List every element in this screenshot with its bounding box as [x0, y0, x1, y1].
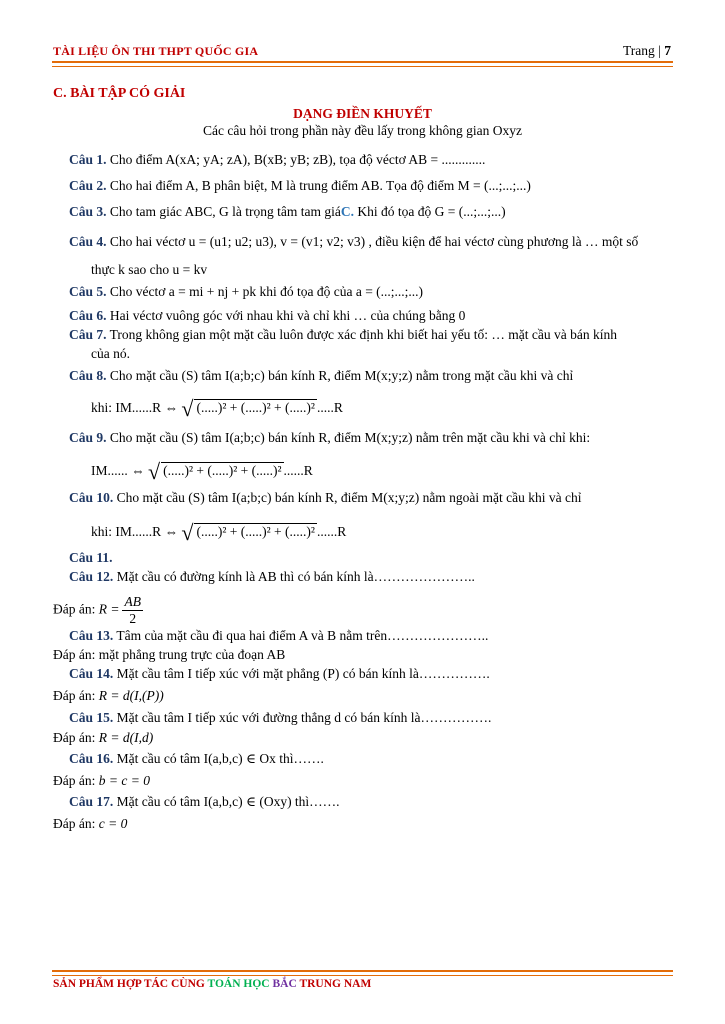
question-4: Câu 4. Cho hai véctơ u = (u1; u2; u3), v = (v1; v2; v3) , điều kiện để hai véctơ cùng phương là … một số: [69, 234, 639, 249]
answer-15: Đáp án: R = d(I,d): [53, 730, 154, 745]
question-7-cont: của nó.: [91, 346, 130, 361]
question-8: Câu 8. Cho mặt cầu (S) tâm I(a;b;c) bán kính R, điểm M(x;y;z) nằm trong mặt cầu khi và chỉ: [69, 368, 574, 383]
question-7: Câu 7. Trong không gian một mặt cầu luôn được xác định khi biết hai yếu tố: … mặt cầu và bán kính: [69, 327, 618, 342]
header-rule-thick: [52, 61, 673, 63]
answer-17: Đáp án: c = 0: [53, 816, 128, 831]
question-17: Câu 17. Mặt cầu có tâm I(a,b,c) ∈ (Oxy) thì…….: [69, 794, 340, 809]
subsection-title: DẠNG ĐIỀN KHUYẾT: [293, 106, 432, 121]
footer-rule-thick: [52, 970, 673, 972]
question-10-formula: khi: IM......R ⇔ √ (.....)² + (.....)² + (.....)² ......R: [91, 520, 347, 545]
footer-rule-thin: [52, 975, 673, 976]
question-10: Câu 10. Cho mặt cầu (S) tâm I(a;b;c) bán kính R, điểm M(x;y;z) nằm ngoài mặt cầu khi và chỉ: [69, 490, 582, 505]
answer-14: Đáp án: R = d(I,(P)): [53, 688, 164, 703]
question-8-formula: khi: IM......R ⇔ √ (.....)² + (.....)² + (.....)² .....R: [91, 396, 343, 421]
answer-13: Đáp án: mặt phẳng trung trực của đoạn AB: [53, 647, 286, 662]
question-14: Câu 14. Mặt cầu tâm I tiếp xúc với mặt phẳng (P) có bán kính là…………….: [69, 666, 490, 681]
question-9: Câu 9. Cho mặt cầu (S) tâm I(a;b;c) bán kính R, điểm M(x;y;z) nằm trên mặt cầu khi và chỉ khi:: [69, 430, 591, 445]
footer-text: SẢN PHẨM HỢP TÁC CÙNG TOÁN HỌC BẮC TRUNG NAM: [53, 978, 372, 990]
question-3: Câu 3. Cho tam giác ABC, G là trọng tâm tam giáC. Khi đó tọa độ G = (...;...;...): [69, 204, 506, 219]
answer-12: Đáp án: R = $\frac{AB}{2}$: [53, 594, 141, 626]
question-5: Câu 5. Cho véctơ a = mi + nj + pk khi đó tọa độ của a = (...;...;...): [69, 284, 424, 299]
question-12: Câu 12. Mặt cầu có đường kính là AB thì có bán kính là…………………..: [69, 569, 475, 584]
question-13: Câu 13. Tâm của mặt cầu đi qua hai điểm A và B nằm trên…………………..: [69, 628, 489, 643]
intro-text: Các câu hỏi trong phần này đều lấy trong không gian Oxyz: [202, 123, 523, 138]
section-title: C. BÀI TẬP CÓ GIẢI: [53, 86, 186, 101]
question-11: Câu 11.: [69, 550, 113, 565]
page-number: Trang | 7: [623, 43, 671, 58]
answer-16: Đáp án: b = c = 0: [53, 773, 150, 788]
question-4-cont: thực k sao cho u = kv: [91, 262, 208, 277]
question-16: Câu 16. Mặt cầu có tâm I(a,b,c) ∈ Ox thì…….: [69, 751, 324, 766]
question-15: Câu 15. Mặt cầu tâm I tiếp xúc với đường thẳng d có bán kính là…………….: [69, 710, 492, 725]
question-2: Câu 2. Cho hai điểm A, B phân biệt, M là trung điểm AB. Tọa độ điểm M = (...;...;...): [69, 178, 531, 193]
question-1: Câu 1. Cho điểm A(xA; yA; zA), B(xB; yB; zB), tọa độ véctơ AB = .............: [69, 152, 486, 167]
question-9-formula: IM...... ⇔ √ (.....)² + (.....)² + (.....)² ......R: [91, 459, 313, 484]
header-rule-thin: [52, 66, 673, 67]
header-title: TÀI LIỆU ÔN THI THPT QUỐC GIA: [53, 44, 259, 58]
question-6: Câu 6. Hai véctơ vuông góc với nhau khi và chỉ khi … của chúng bằng 0: [69, 308, 466, 323]
